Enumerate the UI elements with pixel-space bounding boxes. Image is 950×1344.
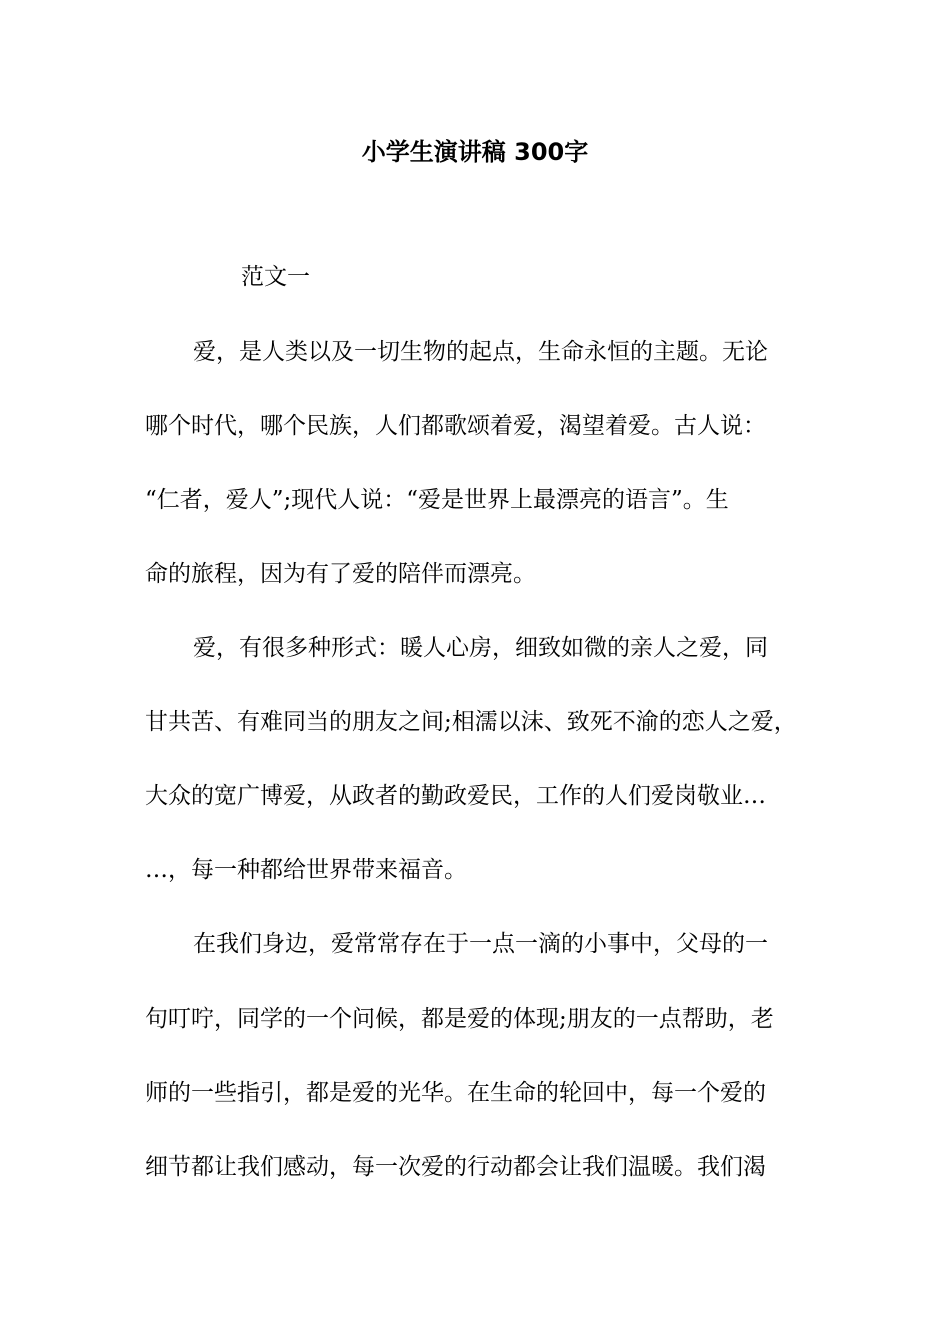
paragraph-line: 大众的宽广博爱，从政者的勤政爱民，工作的人们爱岗敬业… — [145, 783, 766, 809]
paragraph-line: 甘共苦、有难同当的朋友之间;相濡以沫、致死不渝的恋人之爱， — [145, 709, 797, 735]
paragraph-line: 哪个时代，哪个民族，人们都歌颂着爱，渴望着爱。古人说： — [145, 413, 766, 439]
paragraph-line: 句叮咛，同学的一个问候，都是爱的体现;朋友的一点帮助，老 — [145, 1006, 774, 1032]
paragraph-line: 细节都让我们感动，每一次爱的行动都会让我们温暖。我们渴 — [145, 1154, 766, 1180]
paragraph-line: …，每一种都给世界带来福音。 — [145, 857, 467, 883]
section-heading: 范文一 — [241, 264, 310, 290]
paragraph-line: 爱，是人类以及一切生物的起点，生命永恒的主题。无论 — [193, 339, 768, 365]
paragraph-line: “仁者，爱人”;现代人说：“爱是世界上最漂亮的语言”。生 — [145, 487, 729, 513]
paragraph-line: 命的旅程，因为有了爱的陪伴而漂亮。 — [145, 561, 536, 587]
document-title: 小学生演讲稿 300字 — [361, 138, 589, 166]
paragraph-line: 师的一些指引，都是爱的光华。在生命的轮回中，每一个爱的 — [145, 1080, 766, 1106]
paragraph-line: 爱，有很多种形式：暖人心房，细致如微的亲人之爱，同 — [193, 635, 768, 661]
paragraph-line: 在我们身边，爱常常存在于一点一滴的小事中，父母的一 — [193, 931, 768, 957]
